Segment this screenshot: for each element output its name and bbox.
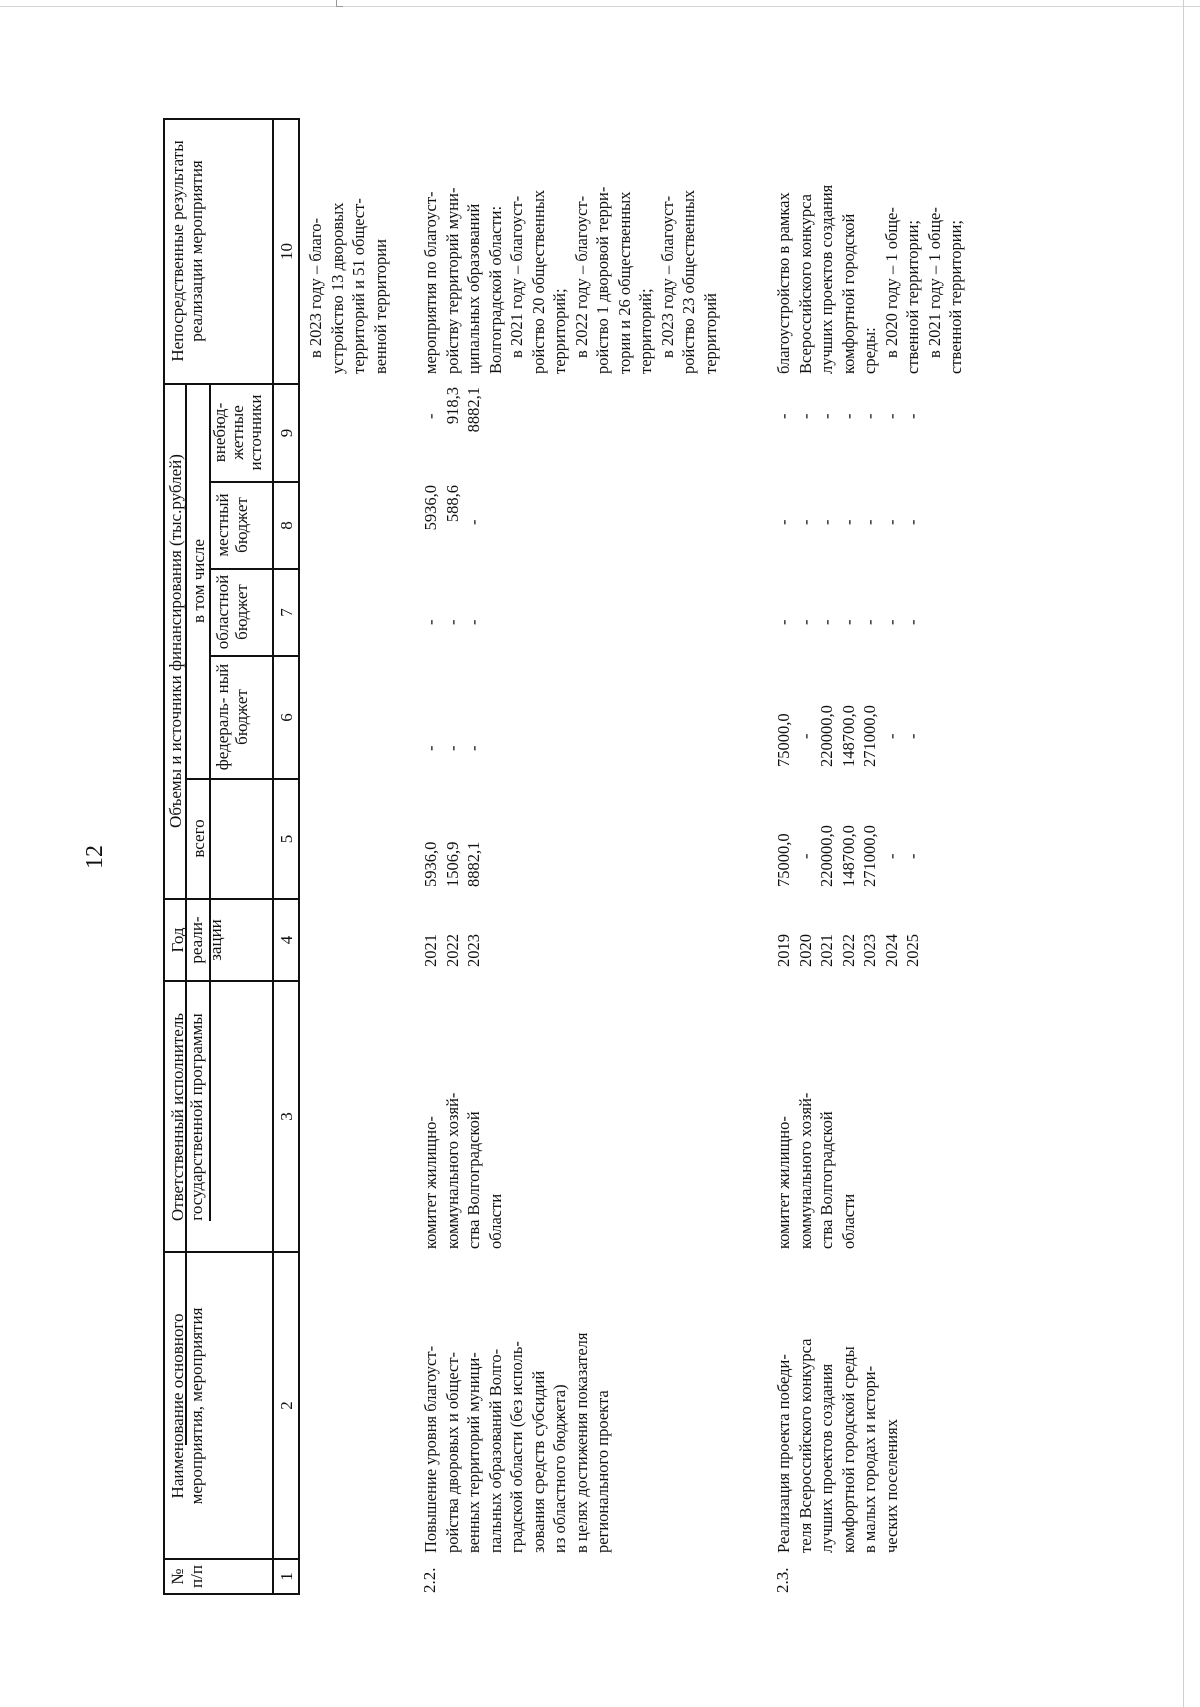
federal-cell: -	[881, 733, 901, 739]
header-bottom-border	[272, 118, 274, 1595]
year-cell: 2021	[817, 934, 836, 967]
total-cell: 148700,0	[838, 825, 858, 887]
text-line: Повышение уровня благоуст-	[421, 1345, 440, 1553]
local-cell: -	[795, 519, 815, 525]
text-line: в 2022 году – благоуст-	[571, 195, 591, 358]
text-line: теля Всероссийского конкурса	[795, 1338, 815, 1553]
text-line: территорий и 51 общест-	[349, 198, 368, 374]
text-line: зования средств субсидий	[528, 1370, 548, 1553]
local-cell: -	[774, 519, 793, 525]
year-cell: 2021	[421, 934, 440, 967]
row-2-3-executor	[773, 983, 859, 1249]
scan-edge-right	[1183, 0, 1184, 1707]
colnum-3: 3	[277, 1112, 296, 1121]
year-cell: 2025	[903, 934, 922, 967]
total-cell: 75000,0	[774, 833, 793, 887]
federal-cell: 271000,0	[860, 705, 879, 767]
regional-cell: -	[442, 619, 462, 625]
scan-edge-top	[0, 6, 1200, 7]
text-line: ройство 20 общественных	[528, 189, 548, 374]
local-cell: 588,6	[442, 485, 462, 523]
colnum-8: 8	[277, 521, 296, 530]
extra-cell: -	[838, 413, 858, 419]
text-line: территорий;	[636, 288, 655, 374]
colnum-6: 6	[277, 713, 296, 722]
federal-cell: -	[795, 733, 815, 739]
header-total: всего	[189, 819, 208, 858]
total-cell: -	[903, 853, 922, 859]
text-line: мероприятия по благоуст-	[421, 191, 440, 374]
header-executor: Ответственный исполнитель государственной программы	[168, 1012, 206, 1222]
text-line: в 2020 году – 1 обще-	[881, 207, 901, 358]
year-cell: 2020	[795, 934, 815, 967]
col-divider-0	[163, 1593, 300, 1595]
row-2-2-executor	[420, 983, 506, 1249]
total-cell: 1506,9	[442, 841, 462, 887]
row-2-3-name	[773, 1253, 902, 1553]
row-2-2-results	[420, 124, 721, 374]
extra-cell: -	[860, 413, 879, 419]
text-line: в 2023 году – благо-	[306, 218, 325, 358]
text-line: комфортной городской среды	[838, 1346, 858, 1553]
federal-cell: 75000,0	[774, 713, 793, 767]
year-cell: 2022	[442, 934, 462, 967]
rotated-page	[0, 61, 1120, 1657]
local-cell: -	[903, 519, 922, 525]
text-line: лучших проектов создания	[817, 1363, 836, 1553]
extra-cell: 8882,1	[464, 387, 483, 433]
row-2-2-total	[420, 827, 485, 887]
text-line: комитет жилищно-	[774, 1116, 793, 1249]
regional-cell: -	[464, 619, 483, 625]
year-cell: 2022	[838, 934, 858, 967]
numbers-bottom-border	[298, 118, 300, 1595]
row-2-2-num: 2.2.	[420, 1567, 439, 1593]
total-cell: 220000,0	[817, 825, 836, 887]
text-line: из областного бюджета)	[550, 1384, 569, 1553]
federal-cell: 220000,0	[817, 705, 836, 767]
header-year: Год реали- зации	[168, 916, 225, 964]
text-line: ройство 23 общественных	[679, 189, 698, 374]
regional-cell: -	[903, 619, 922, 625]
extra-cell: -	[881, 413, 901, 419]
text-line: устройство 13 дворовых	[327, 202, 347, 374]
regional-cell: -	[774, 619, 793, 625]
regional-cell: -	[421, 619, 440, 625]
extra-cell: -	[795, 413, 815, 419]
regional-cell: -	[881, 619, 901, 625]
text-line: благоустройство в рамках	[774, 192, 793, 374]
continuation-results	[305, 124, 391, 374]
row-2-3-local	[773, 495, 924, 525]
colnum-1: 1	[277, 1572, 296, 1581]
text-line: коммунального хозяй-	[442, 1092, 462, 1249]
colnum-7: 7	[277, 608, 296, 617]
extra-cell: -	[903, 413, 922, 419]
text-line: ственной территории;	[903, 219, 922, 374]
colnum-9: 9	[277, 428, 296, 438]
local-cell: -	[860, 519, 879, 525]
local-cell: -	[464, 519, 483, 525]
header-num: № п/п	[168, 1565, 206, 1588]
text-line: пальных образований Волго-	[485, 1348, 505, 1553]
year-cell: 2023	[464, 934, 483, 967]
regional-cell: -	[860, 619, 879, 625]
regional-cell: -	[838, 619, 858, 625]
row-2-2-years	[420, 917, 485, 967]
federal-cell: -	[903, 733, 922, 739]
header-top-border	[163, 118, 165, 1595]
local-cell: 5936,0	[421, 485, 440, 531]
total-cell: 271000,0	[860, 825, 879, 887]
text-line: ства Волгоградской	[464, 1111, 483, 1249]
text-line: Всероссийского конкурса	[795, 194, 815, 374]
colnum-2: 2	[277, 1401, 296, 1410]
regional-cell: -	[817, 619, 836, 625]
text-line: градской области (без исполь-	[507, 1341, 526, 1553]
header-results: Непосредственные результаты реализации мероприятия	[168, 140, 206, 362]
row-2-3-years	[773, 917, 924, 967]
year-cell: 2024	[881, 934, 901, 967]
local-cell: -	[881, 519, 901, 525]
extra-cell: -	[817, 413, 836, 419]
row-2-2-extra	[420, 387, 485, 481]
text-line: лучших проектов создания	[817, 184, 836, 374]
federal-cell: 148700,0	[838, 705, 858, 767]
colnum-4: 4	[277, 935, 296, 945]
text-line: венных территорий муници-	[464, 1352, 483, 1553]
federal-cell: -	[442, 745, 462, 751]
row-2-3-extra	[773, 389, 924, 419]
text-line: ственной территории;	[946, 219, 965, 374]
row-2-2-federal	[420, 711, 485, 751]
total-cell: -	[795, 853, 815, 859]
total-cell: 8882,1	[464, 841, 483, 887]
extra-cell: -	[421, 413, 440, 419]
extra-cell: 918,3	[442, 387, 462, 425]
text-line: комфортной городской	[838, 213, 858, 374]
row-2-2-regional	[420, 595, 485, 625]
row-2-3-num: 2.3.	[773, 1567, 792, 1593]
text-line: ройству территорий муни-	[442, 187, 462, 374]
text-line: ства Волгоградской	[817, 1111, 836, 1249]
text-line: ройство 1 дворовой терри-	[593, 186, 612, 374]
text-line: регионального проекта	[593, 1390, 612, 1553]
header-local: местный бюджет	[213, 493, 251, 557]
regional-cell: -	[795, 619, 815, 625]
total-cell: 5936,0	[421, 841, 440, 887]
text-line: территорий;	[550, 288, 569, 374]
year-cell: 2019	[774, 934, 793, 967]
text-line: в 2023 году – благоуст-	[657, 195, 677, 358]
header-name: Наименование основного мероприятия, мероприятия	[168, 1307, 206, 1505]
text-line: венной территории	[370, 239, 390, 374]
extra-cell: -	[774, 413, 793, 419]
text-line: среды:	[860, 327, 879, 374]
colnum-5: 5	[277, 834, 296, 844]
year-cell: 2023	[860, 934, 879, 967]
text-line: области	[485, 1193, 505, 1249]
text-line: Реализация проекта победи-	[774, 1354, 793, 1553]
colnum-10: 10	[277, 243, 296, 260]
text-line: территорий	[700, 292, 720, 374]
incl-underline	[209, 383, 211, 1221]
header-extra: внебюд- жетные источники	[210, 394, 265, 471]
text-line: ческих поселениях	[881, 1419, 901, 1553]
text-line: ройства дворовых и общест-	[442, 1351, 462, 1553]
total-cell: -	[881, 853, 901, 859]
row-2-2-local	[420, 485, 485, 567]
text-line: ципальных образований	[464, 203, 483, 374]
row-2-3-results	[773, 124, 967, 374]
text-line: в 2021 году – благоуст-	[507, 195, 526, 358]
text-line: коммунального хозяй-	[795, 1092, 815, 1249]
text-line: в малых городах и истори-	[860, 1365, 879, 1553]
text-line: тории и 26 общественных	[614, 191, 634, 374]
header-financing-title: Объемы и источники финансирования (тыс.рублей)	[166, 454, 185, 828]
header-incl: в том числе	[189, 539, 208, 623]
text-line: области	[838, 1193, 858, 1249]
text-line: Волгоградской области:	[485, 205, 505, 374]
text-line: в 2021 году – 1 обще-	[924, 207, 944, 358]
row-2-3-total	[773, 797, 924, 887]
federal-cell: -	[421, 745, 440, 751]
scan-corner-mark	[336, 0, 343, 7]
local-cell: -	[838, 519, 858, 525]
row-2-2-name	[420, 1253, 614, 1553]
page-number: 12	[82, 845, 108, 869]
text-line: комитет жилищно-	[421, 1116, 440, 1249]
header-regional: областной бюджет	[213, 574, 251, 650]
text-line: в целях достижения показателя	[571, 1332, 591, 1553]
federal-cell: -	[464, 745, 483, 751]
row-2-3-federal	[773, 667, 924, 767]
header-federal: федераль- ный бюджет	[213, 663, 251, 771]
local-cell: -	[817, 519, 836, 525]
row-2-3-regional	[773, 595, 924, 625]
